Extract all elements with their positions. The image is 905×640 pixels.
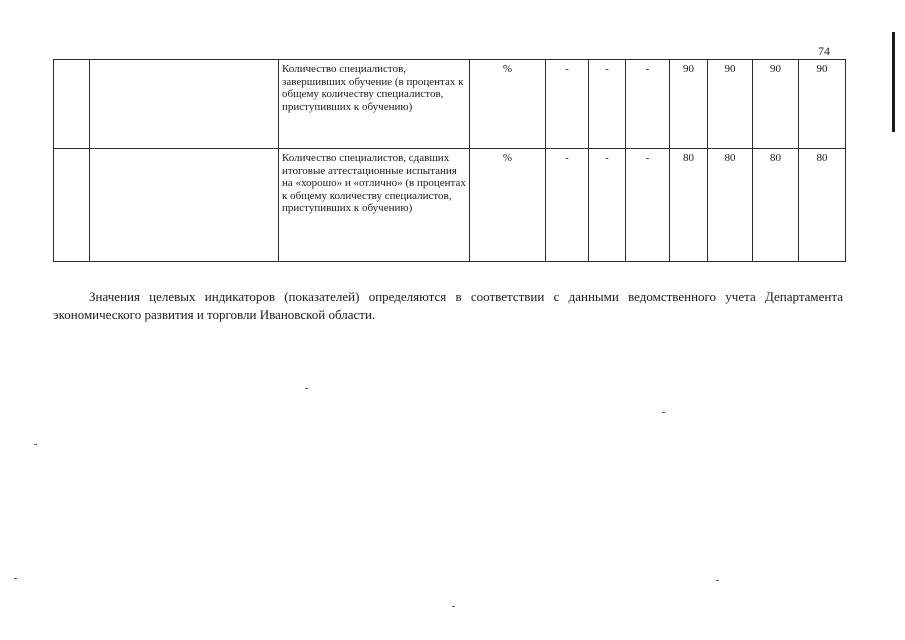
page-number: 74: [818, 44, 830, 58]
scan-speck: [662, 412, 665, 413]
value-cell: -: [626, 149, 670, 262]
value-cell: 90: [670, 60, 708, 149]
indicator-name-cell: Количество специалистов, завершивших обучение (в процентах к общему количеству специалистов, приступивших к обучению): [279, 60, 470, 149]
value-cell: 80: [708, 149, 753, 262]
value-cell: -: [589, 60, 626, 149]
scan-speck: [34, 444, 37, 445]
scan-speck: [305, 388, 308, 389]
scan-speck: [716, 580, 719, 581]
number-cell: [54, 149, 90, 262]
indicators-table: [53, 59, 846, 262]
value-cell: 80: [799, 149, 846, 262]
table-row: [54, 60, 846, 149]
scan-speck: [14, 578, 17, 579]
task-cell: [90, 149, 279, 262]
scan-speck: [452, 606, 455, 607]
number-cell: [54, 60, 90, 149]
table-row: [54, 149, 846, 262]
value-cell: -: [626, 60, 670, 149]
unit-cell: %: [470, 60, 546, 149]
task-cell: [90, 60, 279, 149]
value-cell: -: [589, 149, 626, 262]
value-cell: 90: [799, 60, 846, 149]
indicator-name-cell: Количество специалистов, сдавших итоговые аттестационные испытания на «хорошо» и «отлично» (в процентах к общему количеству специалистов, приступивших к обучению): [279, 149, 470, 262]
unit-cell: %: [470, 149, 546, 262]
value-cell: -: [546, 149, 589, 262]
scan-edge-mark: [892, 32, 895, 132]
value-cell: -: [546, 60, 589, 149]
value-cell: 80: [753, 149, 799, 262]
value-cell: 80: [670, 149, 708, 262]
value-cell: 90: [753, 60, 799, 149]
value-cell: 90: [708, 60, 753, 149]
note-paragraph: Значения целевых индикаторов (показателей) определяются в соответствии с данными ведомственного учета Департамента экономического развития и торговли Ивановской области.: [53, 289, 843, 322]
